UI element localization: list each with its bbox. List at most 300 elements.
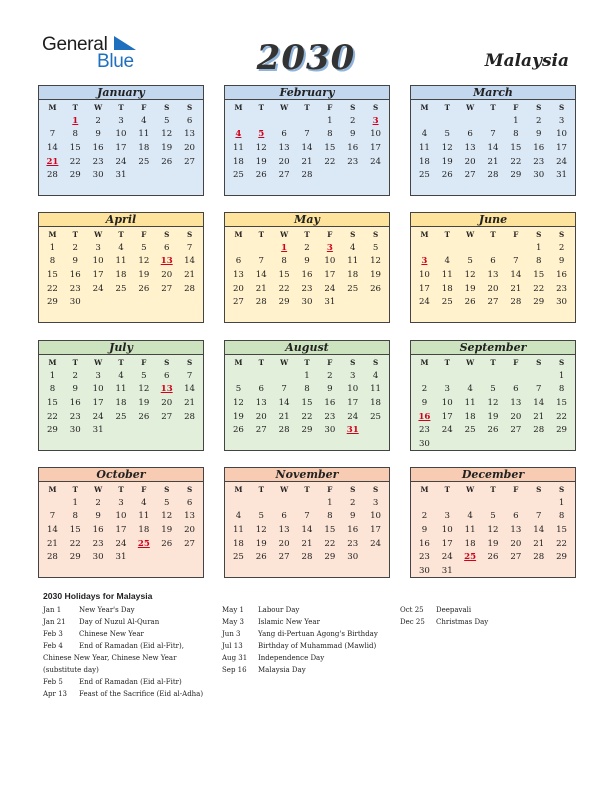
- day-cell: 22: [46, 283, 58, 294]
- day-cell: 26: [370, 283, 382, 294]
- weekday-header: S: [558, 485, 565, 494]
- day-cell: 1: [304, 370, 310, 381]
- day-cell: 16: [69, 398, 81, 409]
- weekday-header: W: [280, 485, 289, 494]
- month-title: February: [225, 86, 389, 100]
- day-cell: 24: [370, 156, 382, 167]
- weekday-header: W: [94, 103, 103, 112]
- day-cell: 17: [370, 143, 382, 154]
- month-title: April: [39, 213, 203, 227]
- day-cell: 17: [441, 411, 453, 422]
- holiday-entry: [43, 640, 203, 652]
- empty-day-cell: [227, 370, 250, 384]
- day-cell: 20: [184, 525, 196, 536]
- day-cell: 29: [324, 552, 336, 563]
- day-cell: 24: [115, 538, 127, 549]
- month-september: [410, 340, 576, 451]
- day-cell: 16: [533, 143, 545, 154]
- holiday-day-cell: 25: [137, 538, 150, 549]
- holiday-name: End of Ramadan (Eid al-Fitr): [79, 678, 182, 686]
- day-cell: 14: [487, 143, 499, 154]
- weekday-header: W: [466, 358, 475, 367]
- day-cell: 23: [92, 538, 104, 549]
- day-cell: 12: [232, 398, 244, 409]
- day-cell: 5: [141, 370, 147, 381]
- holiday-name: Malaysia Day: [258, 666, 306, 674]
- month-february: [224, 85, 390, 196]
- day-cell: 5: [467, 256, 473, 267]
- holiday-day-cell: 13: [160, 256, 173, 267]
- day-cell: 17: [370, 525, 382, 536]
- day-cell: 22: [556, 538, 568, 549]
- day-cell: 2: [95, 497, 101, 508]
- day-cell: 17: [441, 538, 453, 549]
- day-cell: 30: [556, 297, 568, 308]
- day-cell: 26: [441, 170, 453, 181]
- day-cell: 10: [370, 511, 382, 522]
- weekday-header: T: [118, 358, 124, 367]
- day-cell: 10: [556, 129, 568, 140]
- day-cell: 5: [490, 511, 496, 522]
- holiday-day-cell: 3: [326, 242, 333, 253]
- holiday-date: Jan 1: [43, 606, 62, 614]
- month-title: June: [411, 213, 575, 227]
- day-cell: 26: [255, 552, 267, 563]
- holiday-date: Apr 13: [43, 690, 68, 698]
- day-cell: 29: [69, 170, 81, 181]
- weekday-header: S: [558, 358, 565, 367]
- day-cell: 20: [255, 411, 267, 422]
- weekday-header: W: [280, 230, 289, 239]
- empty-day-cell: [436, 370, 459, 384]
- day-cell: 22: [69, 156, 81, 167]
- day-cell: 18: [464, 538, 476, 549]
- day-cell: 31: [556, 170, 568, 181]
- day-cell: 4: [467, 384, 473, 395]
- month-days-grid: [39, 355, 203, 441]
- holiday-date: Dec 25: [400, 618, 425, 626]
- day-cell: 6: [258, 384, 264, 395]
- weekday-header: F: [327, 103, 333, 112]
- day-cell: 11: [418, 143, 430, 154]
- day-cell: 2: [421, 384, 428, 395]
- day-cell: 3: [349, 370, 356, 381]
- day-cell: 17: [556, 143, 568, 154]
- day-cell: 7: [186, 370, 193, 381]
- weekday-header: T: [118, 103, 124, 112]
- holiday-date: May 3: [222, 618, 244, 626]
- weekday-header: T: [258, 103, 264, 112]
- day-cell: 29: [46, 425, 58, 436]
- day-cell: 22: [556, 411, 568, 422]
- day-cell: 16: [92, 143, 104, 154]
- day-cell: 31: [92, 425, 104, 436]
- day-cell: 6: [186, 115, 193, 126]
- day-cell: 22: [46, 411, 58, 422]
- day-cell: 27: [278, 170, 290, 181]
- day-cell: 3: [95, 242, 101, 253]
- month-title: May: [225, 213, 389, 227]
- empty-day-cell: [527, 370, 550, 384]
- day-cell: 15: [278, 270, 290, 281]
- holiday-entry: [400, 616, 488, 628]
- day-cell: 4: [372, 370, 379, 381]
- day-cell: 2: [95, 115, 101, 126]
- month-days-grid: [411, 482, 575, 582]
- day-cell: 27: [510, 425, 522, 436]
- day-cell: 19: [441, 156, 453, 167]
- day-cell: 18: [464, 411, 476, 422]
- day-cell: 8: [72, 511, 78, 522]
- day-cell: 17: [347, 398, 359, 409]
- month-title: March: [411, 86, 575, 100]
- empty-day-cell: [413, 370, 436, 384]
- day-cell: 11: [138, 129, 150, 140]
- weekday-header: T: [258, 485, 264, 494]
- day-cell: 6: [281, 129, 287, 140]
- day-cell: 7: [535, 384, 542, 395]
- day-cell: 18: [232, 538, 244, 549]
- month-may: [224, 212, 390, 323]
- weekday-header: S: [164, 485, 170, 494]
- day-cell: 9: [72, 384, 78, 395]
- weekday-header: T: [490, 358, 496, 367]
- holiday-entry: [222, 604, 378, 616]
- holiday-date: Feb 3: [43, 630, 63, 638]
- day-cell: 9: [72, 256, 78, 267]
- day-cell: 16: [347, 143, 359, 154]
- day-cell: 11: [232, 525, 244, 536]
- month-title: July: [39, 341, 203, 355]
- day-cell: 6: [281, 511, 287, 522]
- day-cell: 23: [418, 552, 430, 563]
- day-cell: 8: [558, 511, 565, 522]
- day-cell: 27: [510, 552, 522, 563]
- day-cell: 3: [444, 384, 450, 395]
- day-cell: 30: [324, 425, 336, 436]
- holiday-name: Independence Day: [258, 654, 325, 662]
- day-cell: 27: [464, 170, 476, 181]
- empty-day-cell: [41, 115, 64, 129]
- day-cell: 10: [441, 525, 453, 536]
- weekday-header: W: [466, 230, 475, 239]
- day-cell: 24: [92, 283, 104, 294]
- day-cell: 18: [115, 270, 127, 281]
- day-cell: 7: [49, 129, 56, 140]
- day-cell: 29: [510, 170, 522, 181]
- day-cell: 6: [513, 511, 519, 522]
- holiday-date: Jan 21: [43, 618, 66, 626]
- holiday-day-cell: 1: [281, 242, 288, 253]
- empty-day-cell: [436, 242, 459, 256]
- weekday-header: M: [234, 103, 243, 112]
- day-cell: 10: [115, 511, 127, 522]
- day-cell: 7: [304, 511, 310, 522]
- weekday-header: W: [466, 103, 475, 112]
- empty-day-cell: [273, 497, 296, 511]
- holiday-name: Christmas Day: [436, 618, 489, 626]
- holiday-date: Oct 25: [400, 606, 424, 614]
- day-cell: 26: [138, 411, 150, 422]
- holiday-entry: [222, 628, 378, 640]
- day-cell: 22: [324, 538, 336, 549]
- day-cell: 19: [255, 156, 267, 167]
- day-cell: 8: [327, 129, 333, 140]
- day-cell: 13: [487, 270, 499, 281]
- day-cell: 16: [301, 270, 313, 281]
- day-cell: 13: [278, 143, 290, 154]
- day-cell: 7: [281, 384, 287, 395]
- day-cell: 2: [421, 511, 428, 522]
- day-cell: 10: [370, 129, 382, 140]
- day-cell: 21: [46, 538, 58, 549]
- day-cell: 30: [92, 552, 104, 563]
- day-cell: 11: [464, 525, 476, 536]
- day-cell: 7: [304, 129, 310, 140]
- day-cell: 31: [115, 552, 127, 563]
- day-cell: 17: [324, 270, 336, 281]
- day-cell: 22: [533, 283, 545, 294]
- day-cell: 24: [441, 425, 453, 436]
- weekday-header: T: [72, 485, 78, 494]
- day-cell: 12: [370, 256, 382, 267]
- day-cell: 14: [46, 143, 58, 154]
- day-cell: 1: [513, 115, 519, 126]
- day-cell: 16: [347, 525, 359, 536]
- day-cell: 5: [258, 511, 264, 522]
- day-cell: 8: [558, 384, 565, 395]
- day-cell: 15: [556, 398, 568, 409]
- day-cell: 1: [535, 242, 542, 253]
- day-cell: 26: [487, 425, 499, 436]
- day-cell: 27: [184, 156, 196, 167]
- day-cell: 2: [535, 115, 542, 126]
- weekday-header: M: [420, 103, 429, 112]
- day-cell: 8: [535, 256, 542, 267]
- weekday-header: W: [466, 485, 475, 494]
- day-cell: 14: [278, 398, 290, 409]
- day-cell: 25: [347, 283, 359, 294]
- day-cell: 14: [46, 525, 58, 536]
- day-cell: 22: [301, 411, 313, 422]
- day-cell: 28: [255, 297, 267, 308]
- day-cell: 9: [349, 511, 356, 522]
- holiday-entry: [43, 688, 203, 700]
- weekday-header: S: [186, 485, 193, 494]
- holiday-name: Yang di-Pertuan Agong's Birthday: [258, 630, 378, 638]
- day-cell: 29: [69, 552, 81, 563]
- holiday-entry: [43, 604, 203, 616]
- holiday-day-cell: 31: [346, 425, 359, 436]
- weekday-header: M: [420, 358, 429, 367]
- month-march: [410, 85, 576, 196]
- day-cell: 9: [349, 129, 356, 140]
- day-cell: 27: [184, 538, 196, 549]
- weekday-header: F: [327, 485, 333, 494]
- day-cell: 4: [141, 497, 147, 508]
- day-cell: 23: [347, 156, 359, 167]
- day-cell: 17: [418, 283, 430, 294]
- day-cell: 7: [490, 129, 496, 140]
- month-days-grid: [39, 100, 203, 186]
- day-cell: 18: [115, 398, 127, 409]
- weekday-header: S: [558, 103, 565, 112]
- day-cell: 28: [301, 552, 313, 563]
- month-october: [38, 467, 204, 578]
- day-cell: 17: [92, 398, 104, 409]
- day-cell: 14: [533, 525, 545, 536]
- month-title: August: [225, 341, 389, 355]
- day-cell: 10: [324, 256, 336, 267]
- day-cell: 24: [115, 156, 127, 167]
- holiday-day-cell: 4: [235, 129, 242, 140]
- day-cell: 12: [464, 270, 476, 281]
- day-cell: 30: [533, 170, 545, 181]
- holiday-name: New Year's Day: [79, 606, 135, 614]
- day-cell: 12: [161, 129, 173, 140]
- day-cell: 24: [418, 297, 430, 308]
- day-cell: 15: [324, 143, 336, 154]
- weekday-header: T: [444, 485, 450, 494]
- day-cell: 4: [118, 242, 124, 253]
- day-cell: 19: [138, 398, 150, 409]
- day-cell: 13: [464, 143, 476, 154]
- weekday-header: T: [258, 230, 264, 239]
- day-cell: 19: [255, 538, 267, 549]
- weekday-header: F: [141, 103, 147, 112]
- empty-day-cell: [273, 115, 296, 129]
- day-cell: 14: [301, 143, 313, 154]
- month-january: [38, 85, 204, 196]
- holiday-name-continued: (substitute day): [43, 666, 99, 674]
- holiday-column: [43, 604, 203, 700]
- brand-logo: [42, 34, 152, 74]
- day-cell: 23: [324, 411, 336, 422]
- day-cell: 10: [441, 398, 453, 409]
- day-cell: 21: [533, 538, 545, 549]
- day-cell: 28: [533, 552, 545, 563]
- day-cell: 5: [444, 129, 450, 140]
- day-cell: 20: [278, 156, 290, 167]
- weekday-header: S: [372, 358, 379, 367]
- day-cell: 13: [278, 525, 290, 536]
- day-cell: 6: [163, 242, 170, 253]
- day-cell: 18: [441, 283, 453, 294]
- weekday-header: S: [164, 230, 170, 239]
- weekday-header: M: [234, 485, 243, 494]
- day-cell: 31: [115, 170, 127, 181]
- empty-day-cell: [250, 115, 273, 129]
- day-cell: 20: [278, 538, 290, 549]
- day-cell: 15: [556, 525, 568, 536]
- month-december: [410, 467, 576, 578]
- empty-day-cell: [504, 497, 527, 511]
- day-cell: 24: [441, 552, 453, 563]
- weekday-header: T: [72, 230, 78, 239]
- weekday-header: F: [141, 230, 147, 239]
- weekday-header: S: [186, 103, 193, 112]
- day-cell: 2: [558, 242, 565, 253]
- month-days-grid: [225, 227, 389, 313]
- holiday-day-cell: 16: [418, 411, 431, 422]
- day-cell: 6: [235, 256, 242, 267]
- empty-day-cell: [413, 497, 436, 511]
- day-cell: 12: [441, 143, 453, 154]
- empty-day-cell: [250, 497, 273, 511]
- day-cell: 11: [347, 256, 359, 267]
- weekday-header: W: [94, 230, 103, 239]
- day-cell: 17: [115, 525, 127, 536]
- day-cell: 28: [533, 425, 545, 436]
- month-days-grid: [39, 482, 203, 568]
- holiday-name: End of Ramadan (Eid al-Fitr),: [79, 642, 184, 650]
- empty-day-cell: [413, 115, 436, 129]
- empty-day-cell: [504, 242, 527, 256]
- day-cell: 20: [510, 538, 522, 549]
- day-cell: 20: [232, 283, 244, 294]
- day-cell: 5: [372, 242, 379, 253]
- day-cell: 30: [92, 170, 104, 181]
- day-cell: 24: [347, 411, 359, 422]
- day-cell: 23: [418, 425, 430, 436]
- day-cell: 6: [490, 256, 496, 267]
- day-cell: 9: [304, 256, 310, 267]
- day-cell: 20: [464, 156, 476, 167]
- day-cell: 24: [370, 538, 382, 549]
- day-cell: 28: [278, 425, 290, 436]
- day-cell: 20: [161, 398, 173, 409]
- day-cell: 18: [370, 398, 382, 409]
- day-cell: 3: [118, 497, 124, 508]
- weekday-header: F: [141, 485, 147, 494]
- holiday-column: [222, 604, 378, 676]
- day-cell: 26: [232, 425, 244, 436]
- month-july: [38, 340, 204, 451]
- day-cell: 21: [255, 283, 267, 294]
- day-cell: 14: [533, 398, 545, 409]
- month-days-grid: [411, 355, 575, 455]
- day-cell: 4: [118, 370, 124, 381]
- day-cell: 10: [92, 256, 104, 267]
- day-cell: 28: [46, 170, 58, 181]
- month-days-grid: [225, 100, 389, 186]
- weekday-header: T: [490, 230, 496, 239]
- weekday-header: S: [558, 230, 565, 239]
- holiday-date: Feb 4: [43, 642, 63, 650]
- day-cell: 9: [421, 525, 428, 536]
- day-cell: 19: [232, 411, 244, 422]
- day-cell: 8: [281, 256, 287, 267]
- month-title: September: [411, 341, 575, 355]
- day-cell: 16: [92, 525, 104, 536]
- day-cell: 10: [115, 129, 127, 140]
- weekday-header: S: [536, 230, 542, 239]
- day-cell: 27: [255, 425, 267, 436]
- holiday-day-cell: 21: [46, 156, 59, 167]
- day-cell: 19: [161, 143, 173, 154]
- day-cell: 7: [513, 256, 519, 267]
- holiday-day-cell: 25: [464, 552, 477, 563]
- day-cell: 13: [184, 129, 196, 140]
- weekday-header: T: [444, 230, 450, 239]
- day-cell: 5: [235, 384, 242, 395]
- weekday-header: M: [48, 230, 57, 239]
- empty-day-cell: [436, 497, 459, 511]
- weekday-header: T: [490, 485, 496, 494]
- holiday-name: Feast of the Sacrifice (Eid al-Adha): [79, 690, 204, 698]
- day-cell: 25: [115, 411, 127, 422]
- holiday-name: Labour Day: [258, 606, 300, 614]
